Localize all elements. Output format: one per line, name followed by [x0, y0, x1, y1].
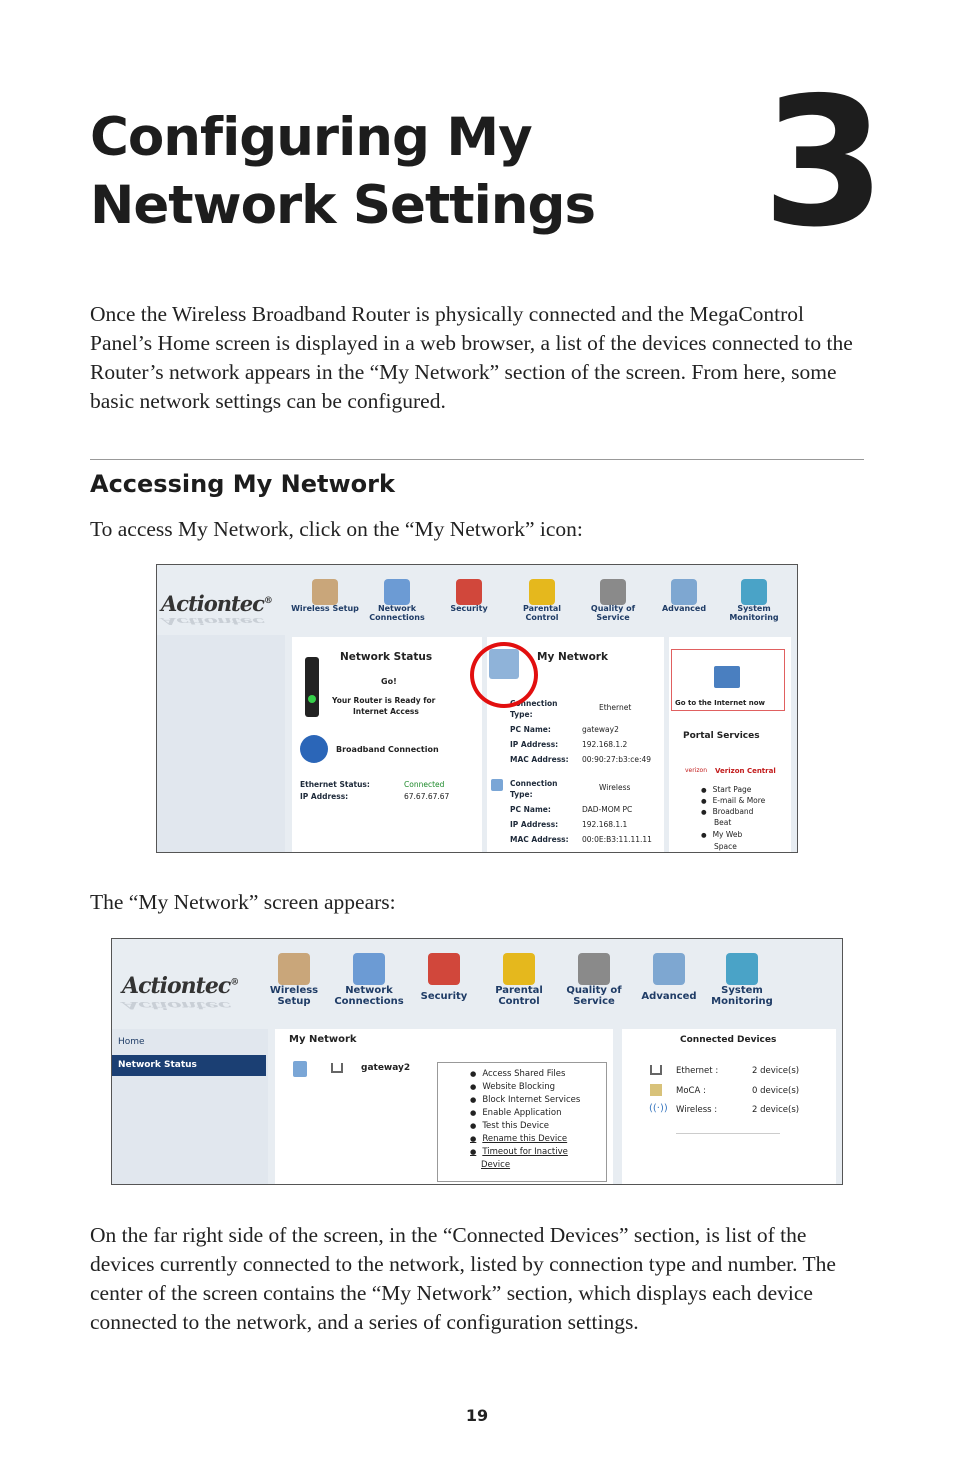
system-monitoring-icon [726, 953, 758, 985]
access-paragraph: To access My Network, click on the “My Network” icon: [90, 517, 583, 541]
ready-line1: Your Router is Ready for [332, 696, 436, 705]
dev2-ip-value: 192.168.1.1 [582, 820, 628, 829]
portal-item[interactable]: ● Broadband [701, 807, 753, 816]
ethernet-icon [650, 1065, 662, 1075]
actiontec-logo: Actiontec® [122, 973, 239, 999]
go-internet-link[interactable]: Go to the Internet now [675, 699, 766, 707]
security-icon [456, 579, 482, 605]
go-internet-box[interactable] [671, 649, 785, 711]
dev2-mac-value: 00:0E:B3:11.11.11 [582, 835, 652, 844]
portal-panel [669, 637, 791, 853]
actiontec-logo: Actiontec® [161, 591, 272, 616]
ready-line2: Internet Access [353, 707, 419, 716]
dev1-type-value: Ethernet [599, 703, 632, 712]
device-name[interactable]: gateway2 [361, 1063, 411, 1073]
quality-of-service-icon [600, 579, 626, 605]
portal-item[interactable]: ● E-mail & More [701, 796, 765, 805]
network-status-title: Network Status [340, 651, 433, 663]
intro-paragraph: Once the Wireless Broadband Router is physically connected and the MegaControl Panel’s Home screen is displayed in a web browser, a list of the devices connected to the Router’s network appears in the “My Network” section of the screen. From here, some basic network settings can be configured. [90, 302, 853, 413]
parental-control-icon [503, 953, 535, 985]
nav-parental-control[interactable]: Parental Control [488, 953, 550, 1007]
verizon-logo: verizon [685, 767, 707, 774]
ethernet-row-label: Ethernet : [676, 1066, 719, 1076]
action-website-blocking[interactable]: ● Website Blocking [470, 1082, 555, 1092]
nav-security[interactable]: Security [439, 579, 499, 614]
action-block-internet-services[interactable]: ● Block Internet Services [470, 1095, 580, 1105]
dev2-type-value: Wireless [599, 783, 631, 792]
dev2-computer-icon [491, 779, 503, 791]
logo-reflection: Actiontec [122, 999, 231, 1011]
nav-wireless-setup[interactable]: Wireless Setup [287, 579, 363, 614]
left-pane [157, 635, 285, 853]
nav-network-connections[interactable]: Network Connections [332, 953, 406, 1007]
action-rename-device[interactable]: ● Rename this Device [470, 1134, 567, 1144]
moca-row-label: MoCA : [676, 1086, 706, 1096]
chapter-title-line1: Configuring My [90, 107, 532, 168]
nav-quality-of-service[interactable]: Quality of Service [560, 953, 628, 1007]
my-network-panel [275, 1029, 613, 1185]
go-text: Go! [381, 677, 397, 686]
section-heading: Accessing My Network [90, 470, 395, 498]
dev2-pc-label: PC Name: [510, 805, 551, 814]
action-enable-application[interactable]: ● Enable Application [470, 1108, 561, 1118]
ethernet-status-value: Connected [404, 780, 445, 789]
nav-advanced[interactable]: Advanced [653, 579, 715, 614]
section-divider [90, 459, 864, 460]
computer-icon [293, 1061, 307, 1077]
ethernet-status-label: Ethernet Status: [300, 780, 370, 789]
traffic-light-icon [305, 657, 319, 717]
dev1-pc-label: PC Name: [510, 725, 551, 734]
dev2-connection-label: Connection [510, 779, 558, 788]
nav-quality-of-service[interactable]: Quality of Service [581, 579, 645, 623]
network-connections-icon [384, 579, 410, 605]
portal-services-title: Portal Services [683, 731, 760, 741]
action-test-device[interactable]: ● Test this Device [470, 1121, 549, 1131]
ip-address-label: IP Address: [300, 792, 349, 801]
nav-wireless-setup[interactable]: Wireless Setup [262, 953, 326, 1007]
appears-paragraph: The “My Network” screen appears: [90, 890, 396, 914]
house-icon [714, 666, 740, 688]
portal-item-cont[interactable]: Beat [714, 818, 732, 827]
action-timeout-inactive[interactable]: ● Timeout for Inactive [470, 1147, 568, 1157]
moca-icon [650, 1084, 662, 1096]
my-network-screenshot [111, 938, 843, 1185]
dev1-pc-value: gateway2 [582, 725, 619, 734]
verizon-central-logo: Verizon Central [715, 767, 776, 775]
dev1-mac-label: MAC Address: [510, 755, 569, 764]
action-timeout-inactive-cont[interactable]: Device [481, 1160, 511, 1170]
advanced-icon [653, 953, 685, 985]
wireless-row-value[interactable]: 2 device(s) [752, 1105, 800, 1115]
wireless-setup-icon [278, 953, 310, 985]
my-network-title: My Network [289, 1034, 357, 1045]
menu-home[interactable]: Home [118, 1037, 145, 1047]
network-connections-icon [353, 953, 385, 985]
ethernet-row-value[interactable]: 2 device(s) [752, 1066, 800, 1076]
left-menu [112, 1029, 268, 1185]
wireless-setup-icon [312, 579, 338, 605]
dev2-pc-value: DAD-MOM PC [582, 805, 633, 814]
quality-of-service-icon [578, 953, 610, 985]
nav-system-monitoring[interactable]: System Monitoring [721, 579, 787, 623]
ethernet-icon [331, 1063, 343, 1073]
portal-item[interactable]: ● Start Page [701, 785, 751, 794]
highlight-circle [470, 642, 538, 708]
dev1-mac-value: 00:90:27:b3:ce:49 [582, 755, 652, 764]
network-status-panel [292, 637, 482, 853]
page-number: 19 [465, 1406, 489, 1425]
portal-item[interactable]: ● My Web [701, 830, 742, 839]
dev2-type-label: Type: [510, 790, 533, 799]
system-monitoring-icon [741, 579, 767, 605]
outro-paragraph: On the far right side of the screen, in the “Connected Devices” section, is list of the devices currently connected to the network, listed by connection type and number. The center of the screen contains the “My Network” section, which displays each device connected to the network, and a series of configuration settings. [90, 1223, 836, 1334]
broadband-connection-label: Broadband Connection [336, 745, 439, 754]
logo-reflection: Actiontec [161, 615, 264, 627]
connected-devices-title: Connected Devices [680, 1035, 777, 1045]
my-network-title: My Network [537, 651, 608, 663]
nav-security[interactable]: Security [414, 953, 474, 1002]
wireless-icon: ((·)) [649, 1103, 668, 1114]
globe-icon [300, 735, 328, 763]
security-icon [428, 953, 460, 985]
dev1-connection-label: Connection [510, 699, 558, 708]
home-screenshot [156, 564, 798, 853]
chapter-title-line2: Network Settings [90, 175, 596, 236]
dev1-ip-label: IP Address: [510, 740, 559, 749]
chapter-title [90, 104, 595, 240]
nav-parental-control[interactable]: Parental Control [511, 579, 573, 623]
dev1-ip-value: 192.168.1.2 [582, 740, 628, 749]
menu-network-status[interactable]: Network Status [112, 1055, 266, 1076]
chapter-number: 3 [762, 59, 886, 266]
wireless-row-label: Wireless : [676, 1105, 718, 1115]
action-access-shared-files[interactable]: ● Access Shared Files [470, 1069, 565, 1079]
parental-control-icon [529, 579, 555, 605]
portal-item-cont[interactable]: Space [714, 842, 737, 851]
dev2-mac-label: MAC Address: [510, 835, 569, 844]
dev2-ip-label: IP Address: [510, 820, 559, 829]
connected-divider [676, 1133, 780, 1134]
nav-advanced[interactable]: Advanced [636, 953, 702, 1002]
nav-system-monitoring[interactable]: System Monitoring [708, 953, 776, 1007]
ip-address-value: 67.67.67.67 [404, 792, 450, 801]
advanced-icon [671, 579, 697, 605]
dev1-type-label: Type: [510, 710, 533, 719]
device-actions-box [437, 1062, 607, 1182]
moca-row-value[interactable]: 0 device(s) [752, 1086, 800, 1096]
connected-devices-panel [622, 1029, 836, 1185]
nav-network-connections[interactable]: Network Connections [365, 579, 429, 623]
